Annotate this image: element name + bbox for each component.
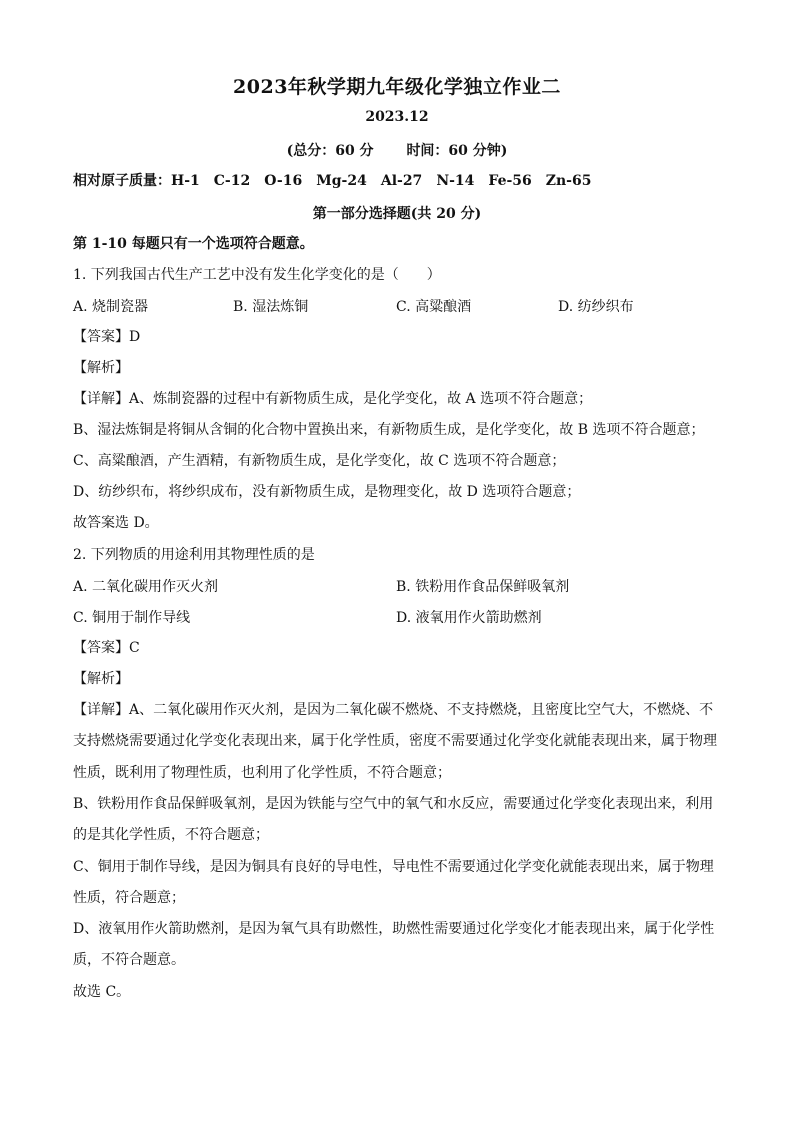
q1-option-a: A. 烧制瓷器 <box>73 299 149 315</box>
q2-detail: 【详解】A、二氧化碳用作灭火剂，是因为二氧化碳不燃烧、不支持燃烧，且密度比空气大，不燃烧、不支持燃烧需要通过化学变化表现出来，属于化学性质，密度不需要通过化学变化就能表现出来，属于物理性质，既利用了物理性质，也利用了化学性质，不符合题意； <box>73 702 717 781</box>
question-1-stem: 1. 下列我国古代生产工艺中没有发生化学变化的是（ ） <box>73 267 441 283</box>
section-instruction: 第 1-10 每题只有一个选项符合题意。 <box>73 236 314 252</box>
q2-analysis-label: 【解析】 <box>73 671 129 687</box>
q1-answer: 【答案】D <box>73 329 141 345</box>
q2-option-a: A. 二氧化碳用作灭火剂 <box>73 579 219 595</box>
q1-detail: 【详解】A、炼制瓷器的过程中有新物质生成，是化学变化，故 A 选项不符合题意； <box>73 391 593 407</box>
q1-analysis-label: 【解析】 <box>73 360 129 376</box>
q2-detail: B、铁粉用作食品保鲜吸氧剂，是因为铁能与空气中的氧气和水反应，需要通过化学变化表现出来，利用的是其化学性质，不符合题意； <box>73 796 714 844</box>
total-score: (总分：60 分 <box>286 143 374 159</box>
mass-item: Fe-56 <box>488 173 532 189</box>
page-title: 2023年秋学期九年级化学独立作业二 <box>233 76 561 98</box>
question-2-stem: 2. 下列物质的用途利用其物理性质的是 <box>73 547 315 563</box>
q1-option-d: D. 纺纱织布 <box>558 299 634 315</box>
mass-item: C-12 <box>213 173 251 189</box>
atomic-masses <box>73 171 723 191</box>
mass-item: N-14 <box>436 173 475 189</box>
q2-conclusion: 故选 C。 <box>73 984 131 1000</box>
q1-conclusion: 故答案选 D。 <box>73 515 159 531</box>
q1-detail: C、高粱酿酒，产生酒精，有新物质生成，是化学变化，故 C 选项不符合题意； <box>73 453 566 469</box>
exam-date: 2023.12 <box>365 109 429 125</box>
q1-detail: D、纺纱织布，将纱织成布，没有新物质生成，是物理变化，故 D 选项符合题意； <box>73 484 581 500</box>
time-limit: 时间：60 分钟) <box>406 143 508 159</box>
q1-option-b: B. 湿法炼铜 <box>233 299 309 315</box>
mass-item: H-1 <box>171 173 200 189</box>
q2-option-c: C. 铜用于制作导线 <box>73 610 191 626</box>
q2-option-d: D. 液氧用作火箭助燃剂 <box>396 610 542 626</box>
mass-item: Zn-65 <box>545 173 592 189</box>
q1-detail: B、湿法炼铜是将铜从含铜的化合物中置换出来，有新物质生成，是化学变化，故 B 选项不符合题意； <box>73 422 705 438</box>
q2-answer: 【答案】C <box>73 640 140 656</box>
q2-detail: C、铜用于制作导线，是因为铜具有良好的导电性，导电性不需要通过化学变化就能表现出来，属于物理性质，符合题意； <box>73 859 714 907</box>
q2-detail: D、液氧用作火箭助燃剂，是因为氧气具有助燃性，助燃性需要通过化学变化才能表现出来，属于化学性质，不符合题意。 <box>73 921 715 969</box>
mass-item: Al-27 <box>380 173 423 189</box>
atomic-masses-label: 相对原子质量： <box>73 173 171 189</box>
mass-item: Mg-24 <box>316 173 367 189</box>
section-title: 第一部分选择题(共 20 分) <box>312 206 482 222</box>
q1-option-c: C. 高粱酿酒 <box>396 299 472 315</box>
exam-meta <box>0 140 794 160</box>
mass-item: O-16 <box>264 173 303 189</box>
q2-option-b: B. 铁粉用作食品保鲜吸氧剂 <box>396 579 570 595</box>
